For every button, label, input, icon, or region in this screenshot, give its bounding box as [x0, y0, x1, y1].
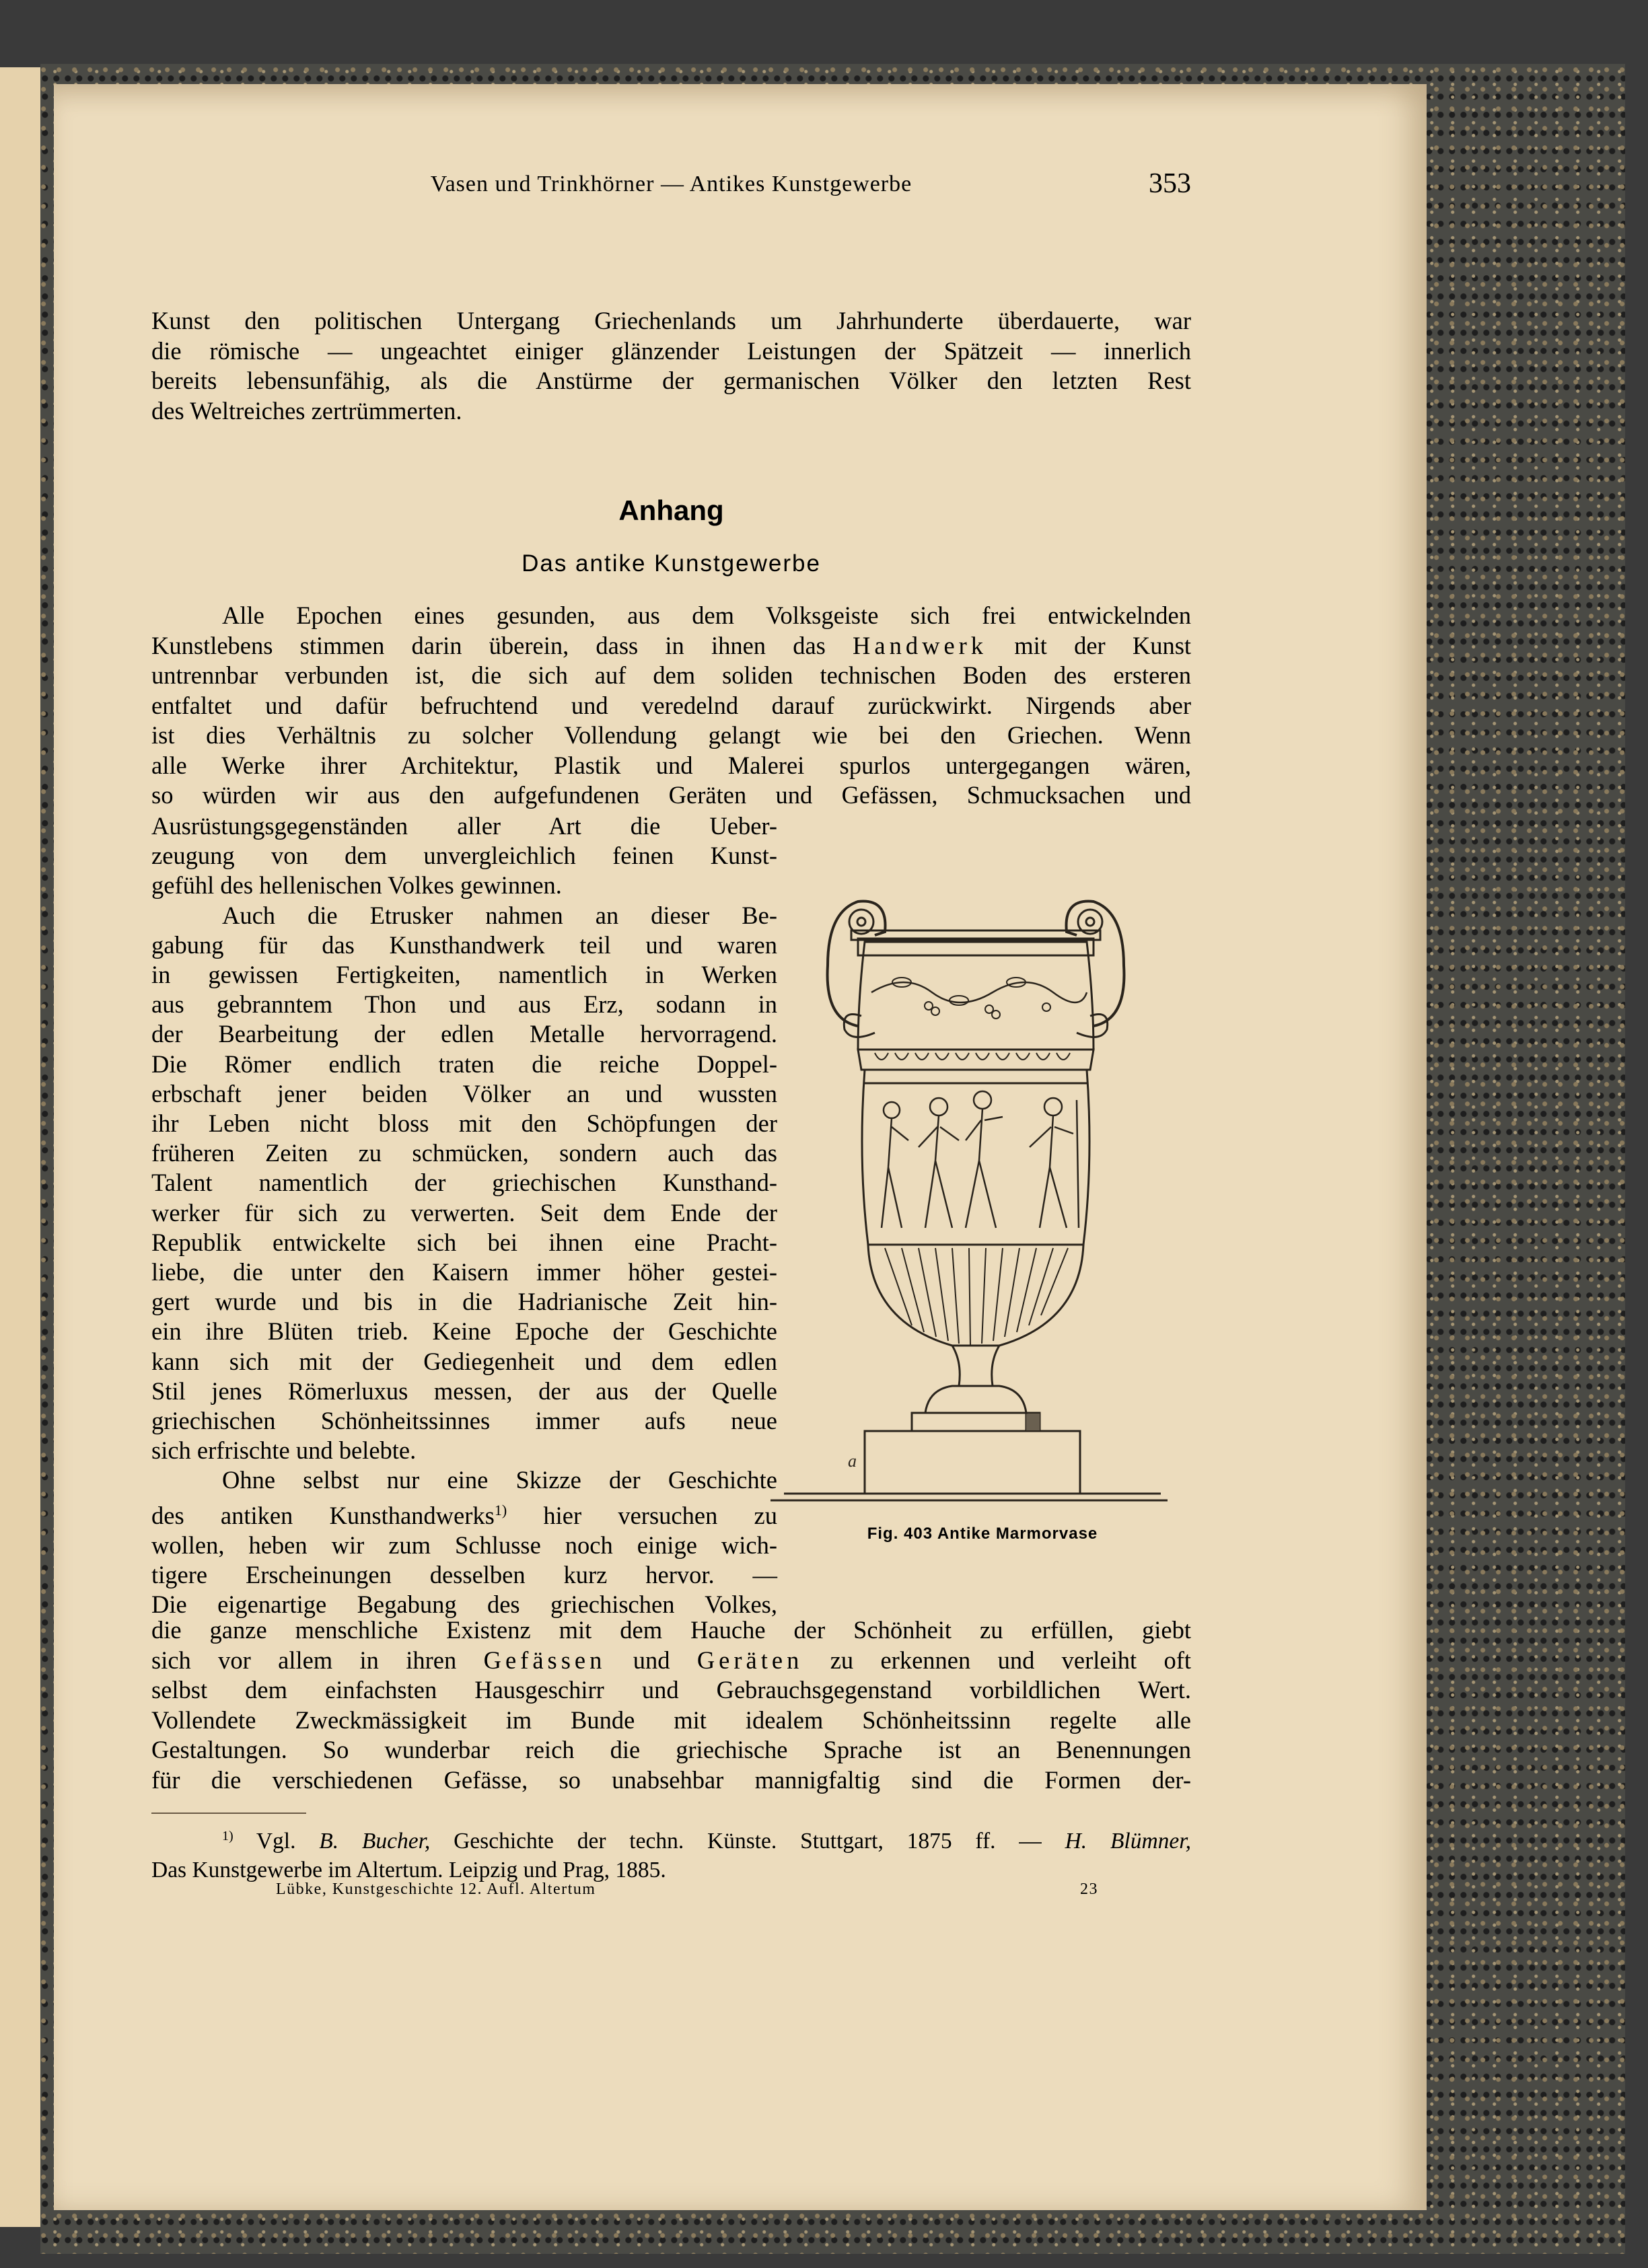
text-line: Die eigenartige Begabung des griechischen Volkes,: [151, 1590, 777, 1619]
base-shading: [1026, 1414, 1040, 1430]
text-line: gert wurde und bis in die Hadrianische Zeit hin-: [151, 1288, 777, 1316]
vase-foot: [925, 1386, 1026, 1413]
text-line: bereits lebensunfähig, als die Anstürme der germanischen Völker den letzten Rest: [151, 367, 1191, 394]
running-head: Vasen und Trinkhörner — Antikes Kunstgewerbe: [430, 172, 912, 196]
text-line: [151, 631, 1191, 661]
marble-vase-illustration: [757, 851, 1188, 1510]
text-line: Gestaltungen. So wunderbar reich die griechische Sprache ist an Benennungen: [151, 1736, 1191, 1763]
text-line: Die Römer endlich traten die reiche Doppel-: [151, 1050, 777, 1078]
text-segment: zu erkennen und verleiht oft: [830, 1646, 1192, 1674]
text-line: untrennbar verbunden ist, die sich auf dem soliden technischen Boden des ersteren: [151, 661, 1191, 689]
text-line: liebe, die unter den Kaisern immer höher gestei-: [151, 1258, 777, 1286]
text-line: sich erfrischte und belebte.: [151, 1436, 417, 1465]
text-line: ein ihre Blüten trieb. Keine Epoche der Geschichte: [151, 1317, 777, 1346]
text-line: werker für sich zu verwerten. Seit dem Ende der: [151, 1198, 777, 1227]
text-line: Kunst den politischen Untergang Griechenlands um Jahrhunderte überdauerte, war: [151, 307, 1191, 334]
footnote-line: Das Kunstgewerbe im Altertum. Leipzig und Prag, 1885.: [151, 1858, 666, 1883]
figure-caption: Fig. 403 Antike Marmorvase: [867, 1525, 1098, 1543]
text-line: die römische — ungeachtet einiger glänzender Leistungen der Spätzeit — innerlich: [151, 336, 1191, 365]
text-line: in gewissen Fertigkeiten, namentlich in Werken: [151, 961, 777, 989]
text-line: gabung für das Kunsthandwerk teil und waren: [151, 930, 777, 959]
paragraph-1: [151, 601, 1191, 811]
text-line: aus gebranntem Thon und aus Erz, sodann in: [151, 990, 777, 1019]
vase-frieze: [862, 1070, 1089, 1245]
base-block-upper: [912, 1413, 1040, 1431]
text-line: Ohne selbst nur eine Skizze der Geschichte: [222, 1466, 777, 1494]
text-segment: des antiken Kunsthandwerks: [151, 1501, 495, 1529]
page-header: [151, 168, 1191, 212]
text-line: so würden wir aus den aufgefundenen Geräten und Gefässen, Schmucksachen und: [151, 781, 1191, 809]
vase-stem: [952, 1346, 999, 1386]
column-paragraphs: [151, 811, 777, 1620]
text-line: der Bearbeitung der edlen Metalle hervorragend.: [151, 1020, 777, 1048]
text-line: griechischen Schönheitssinnes immer aufs neue: [151, 1407, 777, 1435]
base-block-lower: [865, 1431, 1080, 1494]
text-segment: Kunstlebens stimmen darin überein, dass in ihnen das: [151, 631, 826, 659]
text-line: zeugung von dem unvergleichlich feinen Kunst-: [151, 842, 777, 870]
vase-lower-body: [868, 1245, 1083, 1346]
section-title: Anhang: [618, 495, 724, 526]
text-segment: mit der Kunst: [1014, 631, 1192, 659]
emphasis-gefaessen: Gefässen: [483, 1646, 606, 1674]
signature-number: 23: [1080, 1880, 1098, 1898]
text-segment: sich vor allem in ihren: [151, 1646, 457, 1674]
text-segment: hier versuchen zu: [543, 1501, 777, 1529]
text-line: für die verschiedenen Gefässe, so unabsehbar mannigfaltig sind die Formen der-: [151, 1765, 1191, 1794]
handle-right: [1067, 902, 1124, 1026]
footnote-line: [151, 1822, 1191, 1856]
vase-figure: [757, 851, 1188, 1510]
author-name: H. Blümner,: [1065, 1829, 1191, 1854]
text-line: Alle Epochen eines gesunden, aus dem Volksgeiste sich frei entwickelnden: [222, 601, 1191, 629]
text-line: erbschaft jener beiden Völker an und wussten: [151, 1079, 777, 1107]
emphasis-geraeten: Geräten: [696, 1646, 803, 1674]
signature-line: Lübke, Kunstgeschichte 12. Aufl. Altertum: [276, 1880, 596, 1898]
text-line: [151, 1496, 777, 1531]
text-line: Vollendete Zweckmässigkeit im Bunde mit idealem Schönheitssinn regelte alle: [151, 1706, 1191, 1734]
text-line: Stil jenes Römerluxus messen, der aus der Quelle: [151, 1377, 777, 1405]
page-number: 353: [1149, 168, 1191, 199]
section-subtitle: Das antike Kunstgewerbe: [522, 550, 821, 577]
text-line: Ausrüstungsgegenständen aller Art die Ueber-: [151, 812, 777, 840]
frieze-figures: [882, 1091, 1079, 1228]
footnote: [151, 1822, 1191, 1885]
emphasis-handwerk: Handwerk: [853, 631, 988, 659]
text-line: gefühl des hellenischen Volkes gewinnen.: [151, 871, 562, 900]
text-line: entfaltet und dafür befruchtend und veredelnd darauf zurückwirkt. Nirgends aber: [151, 691, 1191, 719]
footnote-marker: 1): [222, 1829, 234, 1843]
text-line: alle Werke ihrer Architektur, Plastik und Malerei spurlos untergegangen wären,: [151, 751, 1191, 779]
text-line: [151, 1646, 1191, 1676]
text-segment: Geschichte der techn. Künste. Stuttgart, 1875 ff. —: [454, 1829, 1042, 1854]
handle-left: [828, 902, 886, 1026]
text-line: ist dies Verhältnis zu solcher Vollendung gelangt wie bei den Griechen. Wenn: [151, 721, 1191, 749]
text-segment: Vgl.: [256, 1829, 296, 1854]
text-line: kann sich mit der Gediegenheit und dem edlen: [151, 1347, 777, 1375]
text-line: ihr Leben nicht bloss mit den Schöpfungen der: [151, 1109, 777, 1138]
text-segment: und: [633, 1646, 670, 1674]
vase-shoulder-band: [858, 1050, 1094, 1070]
intro-paragraph: [151, 306, 1191, 426]
paragraph-continued: [151, 1615, 1191, 1795]
text-line: tigere Erscheinungen desselben kurz hervor. —: [151, 1561, 777, 1589]
footnote-divider: [151, 1813, 306, 1814]
text-line: des Weltreiches zertrümmerten.: [151, 396, 462, 425]
vine-decoration: [871, 982, 1087, 1002]
figure-label: a: [848, 1451, 857, 1471]
text-line: selbst dem einfachsten Hausgeschirr und Gebrauchsgegenstand vorbildlichen Wert.: [151, 1676, 1191, 1704]
text-line: Republik entwickelte sich bei ihnen eine Pracht-: [151, 1228, 777, 1256]
text-line: wollen, heben wir zum Schlusse noch einige wich-: [151, 1531, 777, 1560]
text-line: Auch die Etrusker nahmen an dieser Be-: [222, 901, 777, 929]
author-name: B. Bucher,: [319, 1829, 431, 1854]
footnote-reference[interactable]: 1): [494, 1501, 507, 1519]
text-line: früheren Zeiten zu schmücken, sondern auch das: [151, 1139, 777, 1167]
text-line: die ganze menschliche Existenz mit dem Hauche der Schönheit zu erfüllen, giebt: [151, 1616, 1191, 1644]
text-line: Talent namentlich der griechischen Kunsthand-: [151, 1169, 777, 1197]
